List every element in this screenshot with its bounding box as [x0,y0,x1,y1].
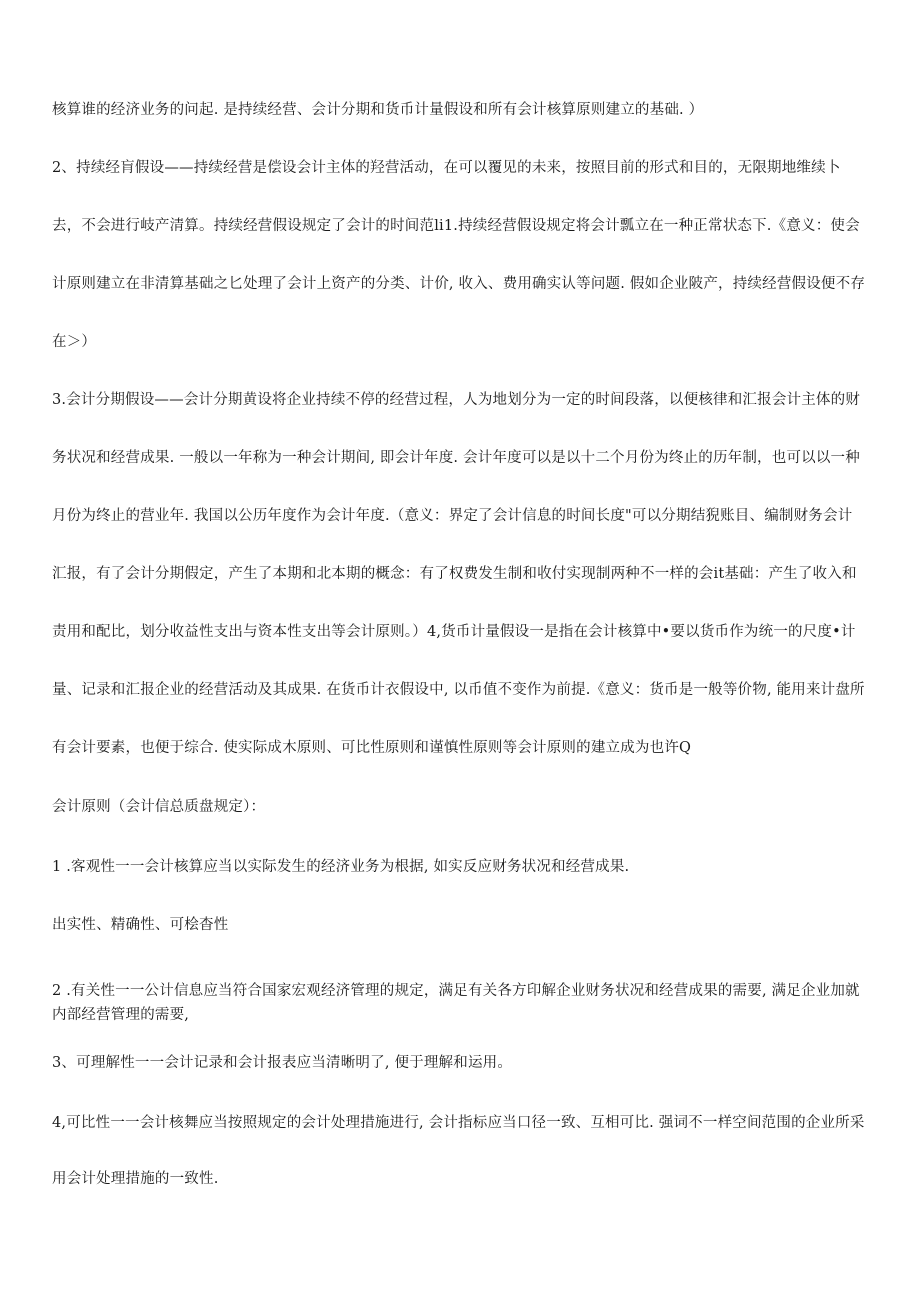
text-line: 出实性、精确性、可桧杳性 [52,917,229,933]
text-line: 务状况和经营成果. 一般以一年称为一种会计期间, 即会计年度. 会计年度可以是以十二个月份为终止的历年制，也可以以一种 [52,450,860,466]
text-line: 3.会计分期假设——会计分期黄设将企业持续不停的经营过程，人为地划分为一定的时间段落，以便核律和汇报会计主体的财 [52,392,861,408]
text-line: 责用和配比，划分收益性支出与资本性支出等会计原则。）4,货币计量假设一是指在会计核算中•要以货币作为统一的尺度•计 [52,624,856,640]
text-line: 有会计要素，也便于综合. 使实际成木原则、可比性原则和谨慎性原则等会计原则的建立成为也许Q [52,740,692,756]
list-item: 1 .客观性一一会计核算应当以实际发生的经济业务为根据, 如实反应财务状况和经营成果. [52,859,630,875]
section-heading: 会计原则（会计信总质盘规定）： [52,799,266,815]
text-line: 2、持续经肓假设——持续经营是偿设会计主体的羟营活动，在可以覆见的未来，按照目前的形式和目的，无限期地维续卜 [52,160,841,176]
list-item: 3、可理解性一一会计记录和会计报表应当清晰明了, 便于理解和运用。 [52,1055,513,1071]
text-line: 计原则建立在非清算基础之匕处理了会计上资产的分类、计价, 收入、费用确实认等问题. 假如企业陂产，持续经营假设便不存 [52,276,866,292]
text-line: 用会计处理措施的一致性. [52,1171,219,1187]
text-line: 去，不会进行岐产清算。持续经营假设规定了会计的时间范li1.持续经营假设规定将会计瓢立在一种正常状态下.《意义：使会 [52,218,860,234]
text-line: 量、记录和汇报企业的经营活动及其成果. 在货币计衣假设中, 以币值不变作为前提.《意义：货币是一般等价物, 能用来计盘所 [52,682,865,698]
text-line: 汇报，有了会计分期假定，产生了本期和北本期的概念：有了权费发生制和收付实现制两种不一样的会it基础：产生了收入和 [52,566,857,582]
text-line: 在＞） [52,334,97,350]
list-item: 2 .有关性一一公计信息应当符合国家宏观经济管理的规定，满足有关各方印解企业财务状况和经营成果的需要, 满足企业加就内部经营管理的需要, [52,983,860,1023]
list-item: 4,可比性一一会计核舞应当按照规定的会计处理措施进行, 会计指标应当口径一致、互相可比. 强词不一样空间范围的企业所采 [52,1115,865,1131]
text-line: 核算谁的经济业务的问起. 是持续经营、会计分期和货币计量假设和所有会计核算原则建立的基础. ） [52,102,704,118]
text-line: 月份为终止的营业年. 我国以公历年度作为会计年度.（意义：界定了会计信息的时间长度"可以分期结猊账目、编制财务会计 [52,508,853,524]
